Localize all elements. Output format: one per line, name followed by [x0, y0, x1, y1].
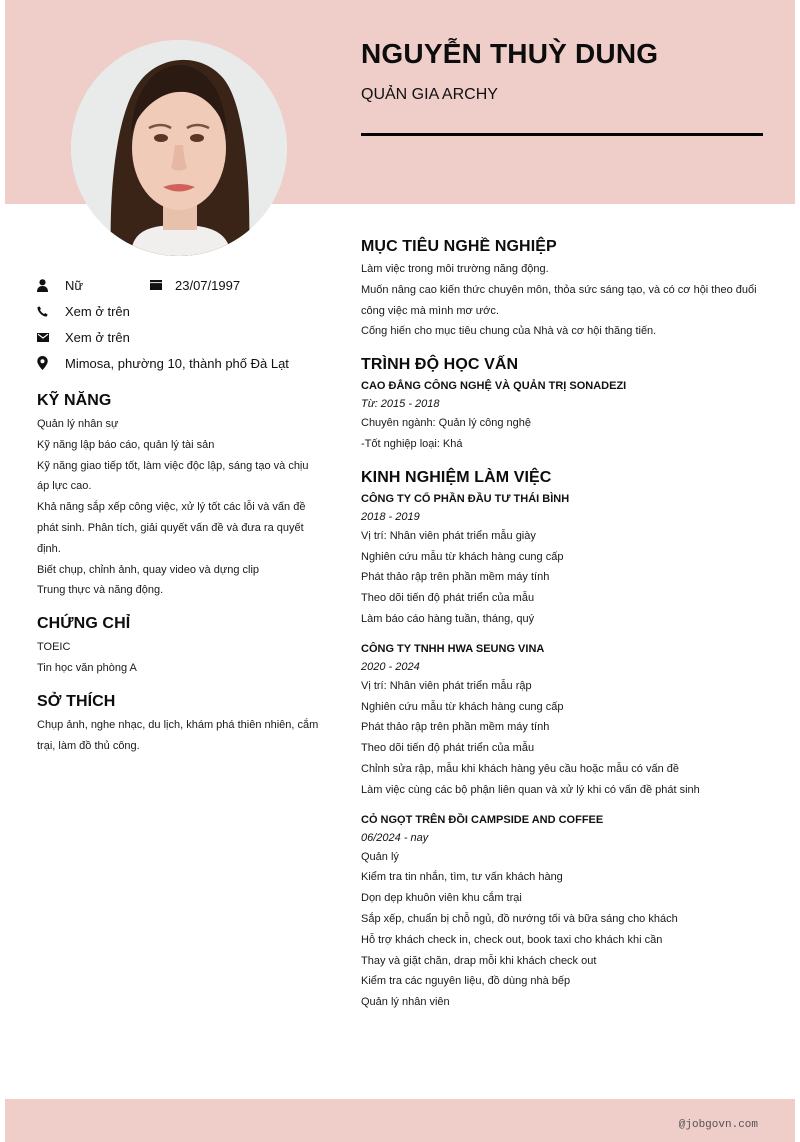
- job-line: Quản lý: [361, 850, 399, 863]
- header-divider: [361, 133, 763, 136]
- job-line: Theo dõi tiến độ phát triển của mẫu: [361, 742, 535, 755]
- hobbies-list: [37, 715, 327, 757]
- skills-line: Quản lý nhân sự: [37, 418, 119, 430]
- job-line: Nghiên cứu mẫu từ khách hàng cung cấp: [361, 700, 564, 713]
- section-title-experience: KINH NGHIỆM LÀM VIỆC: [361, 468, 552, 486]
- skills-line: Kỹ năng giao tiếp tốt, làm việc độc lập, sáng tạo và chịu: [37, 459, 309, 472]
- left-column: [37, 272, 327, 756]
- certificate-item: TOEIC: [37, 641, 71, 654]
- map-pin-icon: [37, 356, 65, 370]
- job-line: Sắp xếp, chuẩn bị chỗ ngủ, đồ nướng tối và bữa sáng cho khách: [361, 912, 678, 925]
- job-line: Vị trí: Nhân viên phát triển mẫu giày: [361, 529, 536, 542]
- school-name: CAO ĐẲNG CÔNG NGHỆ VÀ QUẢN TRỊ SONADEZI: [361, 380, 627, 393]
- watermark: @jobgovn.com: [678, 1119, 758, 1131]
- contact-row-phone: [37, 298, 327, 324]
- job-line: Quản lý nhân viên: [361, 996, 450, 1009]
- contact-row-email: [37, 324, 327, 350]
- candidate-name: NGUYỄN THUỲ DUNG: [361, 38, 659, 69]
- skills-line: Biết chụp, chỉnh ảnh, quay video và dựng clip: [37, 563, 260, 576]
- job-line: Làm báo cáo hàng tuần, tháng, quý: [361, 612, 535, 625]
- user-icon: [37, 279, 65, 292]
- job-entry: [361, 490, 771, 630]
- section-title-hobbies: SỞ THÍCH: [37, 692, 116, 710]
- job-entry: [361, 640, 771, 801]
- contact-row-gender-birthday: [37, 272, 327, 298]
- calendar-icon: [150, 280, 175, 290]
- job-line: Hỗ trợ khách check in, check out, book taxi cho khách khi cần: [361, 933, 663, 946]
- hobbies-line: Chụp ảnh, nghe nhạc, du lịch, khám phá thiên nhiên, cắm: [37, 718, 319, 731]
- right-column: [361, 238, 771, 1023]
- company-name: CÔNG TY CỔ PHẦN ĐẦU TƯ THÁI BÌNH: [361, 492, 570, 505]
- skills-list: [37, 414, 327, 601]
- job-line: Phát thảo rập trên phần mềm máy tính: [361, 571, 550, 584]
- job-entry: [361, 811, 771, 1013]
- birthday-value: 23/07/1997: [175, 277, 241, 293]
- certificate-item: Tin học văn phòng A: [37, 661, 137, 674]
- skills-line: phát sinh. Phân tích, giải quyết vấn đề và đưa ra quyết: [37, 521, 304, 534]
- job-period: 06/2024 - nay: [361, 831, 429, 844]
- job-period: 2020 - 2024: [361, 660, 420, 673]
- envelope-icon: [37, 333, 65, 342]
- hobbies-line: trại, làm đồ thủ công.: [37, 739, 140, 752]
- gender-value: Nữ: [65, 277, 84, 293]
- job-line: Dọn dẹp khuôn viên khu cắm trại: [361, 892, 522, 905]
- job-line: Kiểm tra các nguyên liệu, đồ dùng nhà bếp: [361, 975, 571, 988]
- objective-list: [361, 259, 771, 342]
- section-title-education: TRÌNH ĐỘ HỌC VẤN: [361, 356, 519, 374]
- skills-line: Kỹ năng lập báo cáo, quản lý tài sản: [37, 438, 215, 451]
- job-line: Chỉnh sửa rập, mẫu khi khách hàng yêu cầu hoặc mẫu có vấn đề: [361, 762, 680, 775]
- section-title-objective: MỤC TIÊU NGHỀ NGHIỆP: [361, 238, 557, 255]
- education-line: Chuyên ngành: Quản lý công nghệ: [361, 417, 532, 430]
- education-line: -Tốt nghiệp loại: Khá: [361, 437, 463, 450]
- job-period: 2018 - 2019: [361, 510, 420, 523]
- address-value: Mimosa, phường 10, thành phố Đà Lạt: [65, 355, 289, 371]
- phone-value: Xem ở trên: [65, 303, 130, 319]
- job-line: Nghiên cứu mẫu từ khách hàng cung cấp: [361, 550, 564, 563]
- footer-band: [5, 1099, 795, 1142]
- job-line: Thay và giặt chăn, drap mỗi khi khách check out: [361, 954, 597, 967]
- certificates-list: [37, 637, 327, 679]
- job-line: Phát thảo rập trên phần mềm máy tính: [361, 721, 550, 734]
- skills-line: áp lực cao.: [37, 480, 92, 493]
- phone-icon: [37, 306, 65, 317]
- email-value: Xem ở trên: [65, 329, 130, 345]
- skills-line: Trung thực và năng động.: [37, 584, 164, 597]
- job-line: Kiểm tra tin nhắn, tìm, tư vấn khách hàng: [361, 871, 563, 884]
- job-line: Làm việc cùng các bộ phận liên quan và xử lý khi có vấn đề phát sinh: [361, 783, 700, 796]
- objective-line: Làm việc trong môi trường năng động.: [361, 263, 549, 275]
- profile-photo: [71, 40, 287, 256]
- education-period: Từ: 2015 - 2018: [361, 398, 440, 411]
- job-line: Theo dõi tiến độ phát triển của mẫu: [361, 592, 535, 605]
- education-entry: [361, 377, 771, 455]
- company-name: CÔNG TY TNHH HWA SEUNG VINA: [361, 642, 545, 655]
- candidate-title: QUẢN GIA ARCHY: [361, 86, 498, 103]
- section-title-certificates: CHỨNG CHỈ: [37, 615, 131, 633]
- job-line: Vị trí: Nhân viên phát triển mẫu rập: [361, 679, 532, 692]
- section-title-skills: KỸ NĂNG: [37, 392, 112, 409]
- skills-line: định.: [37, 542, 61, 555]
- contact-row-address: [37, 350, 327, 376]
- objective-line: công việc mà mình mơ ước.: [361, 304, 499, 317]
- portrait-illustration: [71, 40, 287, 256]
- company-name: CỎ NGỌT TRÊN ĐỒI CAMPSIDE AND COFFEE: [361, 813, 604, 826]
- objective-line: Cống hiến cho mục tiêu chung của Nhà và cơ hội thăng tiến.: [361, 325, 657, 338]
- objective-line: Muốn nâng cao kiến thức chuyên môn, thỏa sức sáng tạo, và có cơ hội theo đuổi: [361, 283, 757, 296]
- skills-line: Khả năng sắp xếp công việc, xử lý tốt các lỗi và vấn đề: [37, 501, 306, 514]
